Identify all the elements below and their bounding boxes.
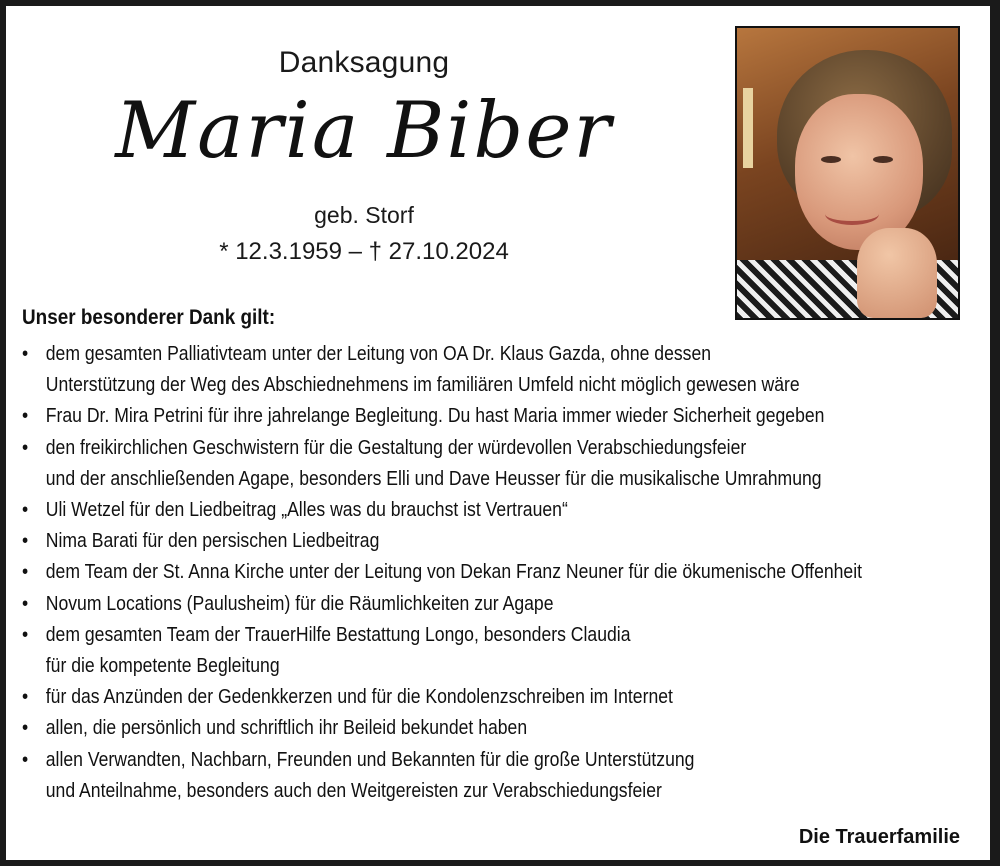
heading: Danksagung (278, 46, 450, 79)
list-item (22, 713, 884, 744)
list-item (22, 745, 884, 807)
life-dates: * 12.3.1959 – † 27.10.2024 (219, 238, 509, 265)
list-item-line: • Nima Barati für den persischen Liedbeitrag (45, 530, 380, 553)
list-item (22, 589, 884, 620)
obituary-card (6, 6, 990, 860)
thanks-list (22, 339, 884, 807)
list-item-line: Unterstützung der Weg des Abschiednehmens im familiären Umfeld nicht möglich gewesen wäre (45, 374, 800, 397)
portrait-photo-icon (735, 26, 960, 320)
list-item-line: • dem gesamten Palliativteam unter der Leitung von OA Dr. Klaus Gazda, ohne dessen (45, 343, 712, 365)
list-item-line: • allen Verwandten, Nachbarn, Freunden und Bekannten für die große Unterstützung (45, 748, 695, 771)
list-item-line: • Frau Dr. Mira Petrini für ihre jahrelange Begleitung. Du hast Maria immer wieder Sicherheit gegeben (45, 405, 825, 428)
list-item (22, 339, 884, 401)
list-item (22, 401, 884, 432)
list-item (22, 433, 884, 495)
portrait-eye-right (873, 156, 893, 163)
list-item-line: • dem gesamten Team der TrauerHilfe Bestattung Longo, besonders Claudia (45, 623, 631, 646)
list-item-line: • Uli Wetzel für den Liedbeitrag „Alles was du brauchst ist Vertrauen“ (45, 499, 568, 522)
list-item (22, 557, 884, 588)
list-item (22, 682, 884, 713)
portrait-smile (825, 203, 879, 225)
list-item-line: und der anschließenden Agape, besonders Elli und Dave Heusser für die musikalische Umrahmung (45, 467, 822, 490)
list-item-line: • den freikirchlichen Geschwistern für die Gestaltung der würdevollen Verabschiedungsfeier (45, 436, 747, 459)
thanks-heading: Unser besonderer Dank gilt: (22, 306, 276, 329)
list-item-line: • allen, die persönlich und schriftlich ihr Beileid bekundet haben (45, 717, 528, 740)
portrait-hand (857, 228, 937, 318)
signature: Die Trauerfamilie (798, 826, 960, 848)
list-item-line: für die kompetente Begleitung (45, 655, 280, 678)
list-item (22, 495, 884, 526)
list-item-line: • dem Team der St. Anna Kirche unter der Leitung von Dekan Franz Neuner für die ökumenische Offenheit (45, 561, 863, 584)
portrait-face (795, 94, 923, 250)
list-item-line: und Anteilnahme, besonders auch den Weitgereisten zur Verabschiedungsfeier (45, 779, 662, 802)
candle-icon (743, 88, 753, 168)
list-item-line: • Novum Locations (Paulusheim) für die Räumlichkeiten zur Agape (45, 592, 554, 615)
list-item (22, 620, 884, 682)
list-item (22, 526, 884, 557)
list-item-line: • für das Anzünden der Gedenkkerzen und für die Kondolenzschreiben im Internet (45, 686, 673, 709)
portrait-eye-left (821, 156, 841, 163)
maiden-name: geb. Storf (314, 202, 414, 228)
deceased-name: Maria Biber (115, 86, 613, 176)
